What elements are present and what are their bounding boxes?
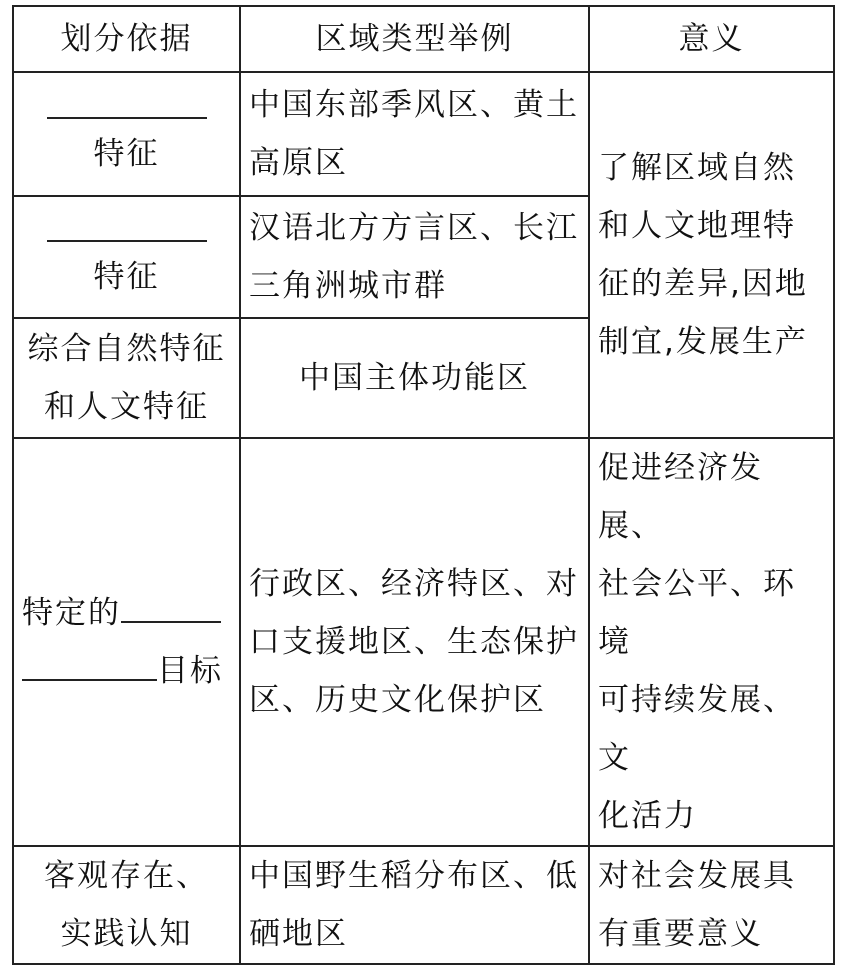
basis-line: 客观存在、 [44,858,209,894]
examples-line: 中国野生稻分布区、低 [249,858,579,894]
basis-line [22,584,231,642]
examples-line: 高原区 [249,145,348,181]
fill-in-blank [22,649,157,681]
examples-line: 区、历史文化保护区 [249,682,546,718]
header-examples: 区域类型举例 [240,6,589,72]
basis-prefix: 特定的 [22,595,121,631]
fill-in-blank [47,85,207,119]
table-row [13,438,834,846]
meaning-line: 可持续发展、文 [598,682,796,776]
fill-in-blank [47,208,207,242]
basis-line: 和人文特征 [44,389,209,425]
meaning-line: 社会公平、环境 [598,566,796,660]
examples-line: 口支援地区、生态保护 [249,624,579,660]
meaning-line: 征的差异,因地 [598,266,808,302]
examples-cell [240,72,589,196]
meaning-line: 和人文地理特 [598,208,796,244]
examples-line: 汉语北方方言区、长江 [249,210,579,246]
table-row [13,72,834,196]
meaning-line: 促进经济发展、 [598,450,763,544]
basis-line: 综合自然特征 [27,331,226,367]
meaning-line: 化活力 [598,798,697,834]
basis-cell [13,846,240,964]
meaning-line: 有重要意义 [598,916,763,952]
meaning-cell [589,438,834,846]
header-basis: 划分依据 [13,6,240,72]
examples-line: 硒地区 [249,916,348,952]
table-header-row [13,6,834,72]
meaning-line: 制宜,发展生产 [598,324,808,360]
examples-cell [240,196,589,318]
meaning-line: 对社会发展具 [598,858,796,894]
examples-line: 三角洲城市群 [249,268,447,304]
basis-line [22,642,231,700]
basis-text: 特征 [93,259,160,295]
meaning-cell-shared [589,72,834,438]
basis-cell [13,72,240,196]
examples-cell [240,438,589,846]
examples-line: 行政区、经济特区、对 [249,566,579,602]
examples-line: 中国东部季风区、黄土 [249,87,579,123]
examples-line: 中国主体功能区 [299,360,530,396]
basis-cell [13,196,240,318]
basis-line: 实践认知 [60,916,193,952]
examples-cell [240,846,589,964]
basis-suffix: 目标 [157,653,223,689]
basis-cell [13,318,240,438]
examples-cell [240,318,589,438]
meaning-line: 了解区域自然 [598,150,796,186]
division-table [12,5,835,965]
basis-cell [13,438,240,846]
meaning-cell [589,846,834,964]
fill-in-blank [121,591,221,623]
table-row [13,846,834,964]
basis-text: 特征 [93,136,160,172]
header-meaning: 意义 [589,6,834,72]
